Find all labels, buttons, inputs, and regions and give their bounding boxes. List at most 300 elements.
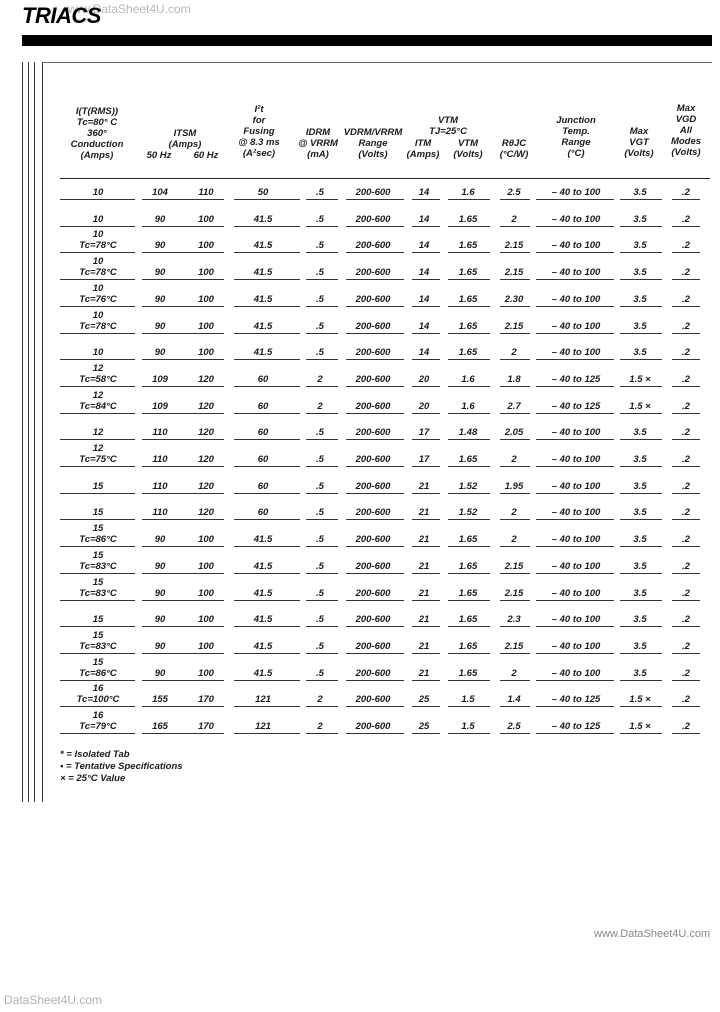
cell-current-rating: 10 Tc=78°C — [79, 229, 117, 252]
row-underline — [448, 626, 490, 627]
cell-f60: 100 — [198, 640, 214, 652]
row-underline — [412, 333, 440, 334]
row-underline — [448, 706, 490, 707]
cell-vtm: 1.65 — [458, 213, 478, 225]
cell-rejc: 2 — [511, 534, 517, 546]
row-underline — [448, 439, 490, 440]
cell-f50: 109 — [152, 400, 168, 412]
cell-vtm: 1.65 — [458, 640, 478, 652]
row-underline — [234, 279, 300, 280]
row-underline — [620, 733, 662, 734]
row-underline — [500, 279, 530, 280]
row-underline — [234, 573, 300, 574]
row-underline — [412, 466, 440, 467]
row-underline — [448, 466, 490, 467]
cell-vgt: 3.5 — [633, 267, 647, 279]
cell-current-rating: 12 Tc=75°C — [79, 443, 117, 465]
cell-f50: 90 — [154, 320, 166, 332]
cell-i2t: 41.5 — [253, 667, 273, 679]
cell-idrm: .5 — [316, 507, 324, 519]
cell-rejc: 1.8 — [507, 373, 521, 385]
cell-rejc: 2.05 — [504, 427, 524, 439]
cell-vgt: 1.5 × — [629, 694, 651, 706]
cell-f60: 100 — [198, 534, 214, 546]
cell-i2t: 50 — [257, 187, 269, 198]
cell-vtm: 1.65 — [458, 667, 478, 679]
cell-current-rating: 15 Tc=86°C — [79, 523, 117, 546]
cell-f60: 120 — [198, 400, 214, 412]
cell-tj: – 40 to 100 — [551, 293, 601, 305]
header-rule — [60, 178, 710, 179]
cell-f50: 110 — [152, 480, 168, 492]
row-underline — [60, 493, 135, 494]
cell-f50: 104 — [152, 187, 168, 198]
row-underline — [142, 653, 224, 654]
cell-tj: – 40 to 100 — [551, 640, 601, 652]
cell-tj: – 40 to 100 — [551, 560, 601, 572]
cell-current-rating: 12 — [92, 427, 104, 439]
row-underline — [448, 226, 490, 227]
row-underline — [412, 226, 440, 227]
cell-vgt: 1.5 × — [629, 373, 651, 385]
cell-i2t: 60 — [257, 454, 269, 465]
cell-current-rating: 15 Tc=83°C — [79, 629, 117, 652]
row-underline — [620, 519, 662, 520]
row-underline — [306, 199, 338, 200]
margin-line — [22, 62, 23, 802]
cell-itm: 21 — [418, 640, 430, 652]
cell-vdrm: 200-600 — [355, 614, 391, 626]
row-underline — [672, 306, 700, 307]
row-underline — [448, 199, 490, 200]
row-underline — [142, 359, 224, 360]
cell-vgt: 3.5 — [633, 347, 647, 359]
row-underline — [142, 413, 224, 414]
header-50hz: 50 Hz — [146, 150, 172, 161]
row-underline — [500, 252, 530, 253]
cell-idrm: 2 — [317, 400, 323, 412]
footnotes — [60, 749, 183, 785]
row-underline — [672, 626, 700, 627]
cell-idrm: 2 — [317, 694, 323, 706]
row-underline — [536, 279, 614, 280]
header-vtm-group: VTM TJ=25°C — [429, 115, 467, 137]
cell-itm: 14 — [418, 347, 430, 359]
row-underline — [60, 413, 135, 414]
cell-vgd: .2 — [682, 721, 690, 732]
row-underline — [448, 600, 490, 601]
cell-rejc: 2 — [511, 667, 517, 679]
row-underline — [536, 333, 614, 334]
row-underline — [500, 546, 530, 547]
cell-idrm: 2 — [317, 373, 323, 385]
cell-f60: 110 — [198, 187, 214, 198]
row-underline — [412, 626, 440, 627]
row-underline — [536, 706, 614, 707]
row-underline — [500, 413, 530, 414]
row-underline — [536, 252, 614, 253]
cell-idrm: .5 — [316, 187, 324, 198]
row-underline — [500, 680, 530, 681]
cell-vdrm: 200-600 — [355, 267, 391, 279]
cell-rejc: 2.15 — [504, 267, 524, 279]
row-underline — [142, 466, 224, 467]
cell-i2t: 41.5 — [253, 320, 273, 332]
row-underline — [620, 386, 662, 387]
cell-tj: – 40 to 100 — [551, 267, 601, 279]
margin-line — [34, 62, 35, 802]
row-underline — [620, 279, 662, 280]
cell-rejc: 2.5 — [507, 721, 521, 732]
cell-rejc: 2 — [511, 507, 517, 519]
row-underline — [306, 706, 338, 707]
cell-vgd: .2 — [682, 267, 690, 279]
row-underline — [448, 653, 490, 654]
row-underline — [142, 386, 224, 387]
row-underline — [448, 386, 490, 387]
row-underline — [672, 466, 700, 467]
row-underline — [234, 626, 300, 627]
cell-idrm: .5 — [316, 267, 324, 279]
row-underline — [234, 413, 300, 414]
cell-tj: – 40 to 100 — [551, 507, 601, 519]
header-60hz: 60 Hz — [193, 150, 219, 161]
cell-itm: 14 — [418, 320, 430, 332]
cell-vgd: .2 — [682, 187, 690, 198]
row-underline — [536, 573, 614, 574]
row-underline — [412, 279, 440, 280]
cell-f60: 100 — [198, 213, 214, 225]
cell-current-rating: 10 — [92, 347, 104, 359]
row-underline — [620, 653, 662, 654]
row-underline — [536, 519, 614, 520]
watermark-bottom: DataSheet4U.com — [4, 993, 103, 1007]
cell-vdrm: 200-600 — [355, 587, 391, 599]
row-underline — [142, 626, 224, 627]
cell-vgt: 3.5 — [633, 640, 647, 652]
cell-i2t: 41.5 — [253, 347, 273, 359]
cell-f50: 90 — [154, 534, 166, 546]
row-underline — [672, 573, 700, 574]
cell-current-rating: 10 Tc=78°C — [79, 309, 117, 332]
cell-rejc: 2.15 — [504, 320, 524, 332]
row-underline — [142, 252, 224, 253]
row-underline — [536, 386, 614, 387]
row-underline — [672, 519, 700, 520]
cell-vdrm: 200-600 — [355, 293, 391, 305]
row-underline — [142, 706, 224, 707]
cell-current-rating: 12 Tc=84°C — [79, 389, 117, 412]
cell-vtm: 1.65 — [458, 240, 478, 252]
row-underline — [346, 493, 404, 494]
cell-vgt: 1.5 × — [629, 400, 651, 412]
row-underline — [306, 413, 338, 414]
row-underline — [346, 386, 404, 387]
cell-vtm: 1.65 — [458, 320, 478, 332]
cell-f50: 90 — [154, 560, 166, 572]
row-underline — [620, 680, 662, 681]
row-underline — [60, 439, 135, 440]
page-title: TRIACS — [22, 3, 101, 28]
cell-current-rating: 10 — [92, 213, 104, 225]
row-underline — [60, 600, 135, 601]
cell-vgd: .2 — [682, 480, 690, 492]
cell-vgt: 3.5 — [633, 614, 647, 626]
row-underline — [672, 333, 700, 334]
cell-vtm: 1.6 — [461, 187, 475, 198]
cell-current-rating: 16 Tc=79°C — [79, 710, 117, 732]
row-underline — [620, 626, 662, 627]
cell-tj: – 40 to 125 — [551, 373, 601, 385]
row-underline — [412, 519, 440, 520]
row-underline — [60, 466, 135, 467]
row-underline — [346, 199, 404, 200]
row-underline — [234, 199, 300, 200]
row-underline — [346, 546, 404, 547]
cell-tj: – 40 to 100 — [551, 347, 601, 359]
cell-itm: 14 — [418, 267, 430, 279]
row-underline — [500, 519, 530, 520]
row-underline — [142, 680, 224, 681]
cell-f60: 120 — [198, 454, 214, 465]
cell-vtm: 1.65 — [458, 267, 478, 279]
cell-vgd: .2 — [682, 427, 690, 439]
cell-i2t: 41.5 — [253, 640, 273, 652]
cell-itm: 21 — [418, 560, 430, 572]
cell-vgd: .2 — [682, 587, 690, 599]
cell-current-rating: 15 Tc=83°C — [79, 549, 117, 572]
table-top-rule — [42, 62, 712, 63]
row-underline — [620, 413, 662, 414]
cell-idrm: .5 — [316, 480, 324, 492]
row-underline — [536, 493, 614, 494]
row-underline — [346, 626, 404, 627]
row-underline — [672, 413, 700, 414]
row-underline — [448, 413, 490, 414]
row-underline — [306, 359, 338, 360]
row-underline — [620, 573, 662, 574]
row-underline — [60, 573, 135, 574]
cell-f60: 100 — [198, 267, 214, 279]
cell-vgd: .2 — [682, 320, 690, 332]
cell-vgd: .2 — [682, 694, 690, 706]
cell-rejc: 2.15 — [504, 560, 524, 572]
cell-vdrm: 200-600 — [355, 213, 391, 225]
footnote-tentative: • = Tentative Specifications — [60, 761, 183, 772]
cell-vtm: 1.65 — [458, 347, 478, 359]
cell-vdrm: 200-600 — [355, 400, 391, 412]
row-underline — [234, 653, 300, 654]
cell-idrm: .5 — [316, 240, 324, 252]
row-underline — [672, 359, 700, 360]
header-vgt: Max VGT (Volts) — [624, 126, 654, 159]
cell-tj: – 40 to 100 — [551, 667, 601, 679]
row-underline — [306, 573, 338, 574]
margin-line — [28, 62, 29, 802]
cell-i2t: 41.5 — [253, 240, 273, 252]
cell-f60: 170 — [198, 694, 214, 706]
cell-current-rating: 10 — [92, 187, 104, 198]
row-underline — [500, 466, 530, 467]
cell-vtm: 1.65 — [458, 614, 478, 626]
cell-vgd: .2 — [682, 640, 690, 652]
cell-f60: 170 — [198, 721, 214, 732]
row-underline — [412, 573, 440, 574]
cell-vgt: 3.5 — [633, 240, 647, 252]
row-underline — [306, 546, 338, 547]
row-underline — [234, 359, 300, 360]
cell-vtm: 1.65 — [458, 534, 478, 546]
cell-tj: – 40 to 100 — [551, 614, 601, 626]
cell-i2t: 60 — [257, 373, 269, 385]
row-underline — [672, 546, 700, 547]
row-underline — [412, 653, 440, 654]
cell-vdrm: 200-600 — [355, 240, 391, 252]
cell-i2t: 41.5 — [253, 267, 273, 279]
row-underline — [306, 519, 338, 520]
row-underline — [412, 706, 440, 707]
cell-vgt: 3.5 — [633, 213, 647, 225]
row-underline — [234, 226, 300, 227]
row-underline — [620, 600, 662, 601]
row-underline — [234, 333, 300, 334]
row-underline — [142, 573, 224, 574]
cell-i2t: 41.5 — [253, 293, 273, 305]
row-underline — [620, 252, 662, 253]
cell-idrm: .5 — [316, 320, 324, 332]
cell-i2t: 41.5 — [253, 213, 273, 225]
row-underline — [536, 413, 614, 414]
row-underline — [620, 306, 662, 307]
row-underline — [536, 680, 614, 681]
cell-rejc: 2 — [511, 213, 517, 225]
cell-f60: 100 — [198, 240, 214, 252]
row-underline — [672, 226, 700, 227]
cell-f50: 90 — [154, 213, 166, 225]
row-underline — [60, 226, 135, 227]
row-underline — [672, 680, 700, 681]
cell-itm: 21 — [418, 667, 430, 679]
cell-itm: 21 — [418, 507, 430, 519]
cell-vgd: .2 — [682, 560, 690, 572]
cell-vdrm: 200-600 — [355, 507, 391, 519]
cell-vgt: 3.5 — [633, 480, 647, 492]
cell-current-rating: 12 Tc=58°C — [79, 362, 117, 385]
cell-rejc: 2.7 — [507, 400, 521, 412]
row-underline — [346, 226, 404, 227]
cell-f50: 90 — [154, 640, 166, 652]
cell-f50: 165 — [152, 721, 168, 732]
cell-vgd: .2 — [682, 293, 690, 305]
row-underline — [448, 359, 490, 360]
row-underline — [672, 706, 700, 707]
cell-f60: 120 — [198, 427, 214, 439]
cell-rejc: 1.95 — [504, 480, 524, 492]
row-underline — [60, 306, 135, 307]
cell-f50: 90 — [154, 587, 166, 599]
cell-rejc: 2.5 — [507, 187, 521, 198]
cell-itm: 14 — [418, 213, 430, 225]
row-underline — [620, 546, 662, 547]
cell-vdrm: 200-600 — [355, 347, 391, 359]
cell-vtm: 1.65 — [458, 293, 478, 305]
cell-idrm: .5 — [316, 667, 324, 679]
row-underline — [60, 626, 135, 627]
cell-i2t: 41.5 — [253, 560, 273, 572]
row-underline — [234, 306, 300, 307]
cell-vgt: 3.5 — [633, 187, 647, 198]
row-underline — [620, 439, 662, 440]
cell-idrm: .5 — [316, 347, 324, 359]
row-underline — [306, 733, 338, 734]
cell-vgd: .2 — [682, 213, 690, 225]
row-underline — [60, 733, 135, 734]
footnote-isolated-tab: * = Isolated Tab — [60, 749, 130, 760]
cell-f60: 100 — [198, 320, 214, 332]
header-rejc: RθJC (°C/W) — [499, 138, 529, 160]
row-underline — [306, 333, 338, 334]
cell-rejc: 2.15 — [504, 587, 524, 599]
cell-f50: 90 — [154, 240, 166, 252]
row-underline — [672, 279, 700, 280]
cell-itm: 20 — [418, 400, 430, 412]
row-underline — [346, 359, 404, 360]
row-underline — [346, 600, 404, 601]
row-underline — [346, 519, 404, 520]
row-underline — [234, 733, 300, 734]
row-underline — [306, 226, 338, 227]
cell-i2t: 60 — [257, 507, 269, 519]
cell-vgt: 3.5 — [633, 560, 647, 572]
row-underline — [500, 653, 530, 654]
cell-vdrm: 200-600 — [355, 454, 391, 465]
row-underline — [306, 653, 338, 654]
header-vdrm: VDRM/VRRM Range (Volts) — [343, 127, 403, 160]
cell-f60: 100 — [198, 293, 214, 305]
cell-rejc: 2.30 — [504, 293, 524, 305]
row-underline — [346, 466, 404, 467]
cell-current-rating: 10 Tc=76°C — [79, 282, 117, 305]
cell-idrm: .5 — [316, 213, 324, 225]
cell-rejc: 2.3 — [507, 614, 521, 626]
cell-vdrm: 200-600 — [355, 480, 391, 492]
cell-f60: 100 — [198, 667, 214, 679]
row-underline — [672, 439, 700, 440]
cell-vtm: 1.65 — [458, 587, 478, 599]
cell-vdrm: 200-600 — [355, 560, 391, 572]
header-vgd: Max VGD All Modes (Volts) — [670, 103, 702, 158]
cell-vgt: 3.5 — [633, 427, 647, 439]
row-underline — [346, 413, 404, 414]
row-underline — [500, 626, 530, 627]
row-underline — [536, 546, 614, 547]
cell-i2t: 60 — [257, 480, 269, 492]
row-underline — [448, 519, 490, 520]
row-underline — [536, 359, 614, 360]
row-underline — [142, 600, 224, 601]
row-underline — [346, 573, 404, 574]
row-underline — [306, 439, 338, 440]
cell-tj: – 40 to 100 — [551, 534, 601, 546]
cell-i2t: 41.5 — [253, 587, 273, 599]
row-underline — [500, 359, 530, 360]
row-underline — [412, 386, 440, 387]
row-underline — [672, 653, 700, 654]
row-underline — [346, 333, 404, 334]
cell-f60: 120 — [198, 507, 214, 519]
row-underline — [412, 546, 440, 547]
cell-tj: – 40 to 100 — [551, 427, 601, 439]
